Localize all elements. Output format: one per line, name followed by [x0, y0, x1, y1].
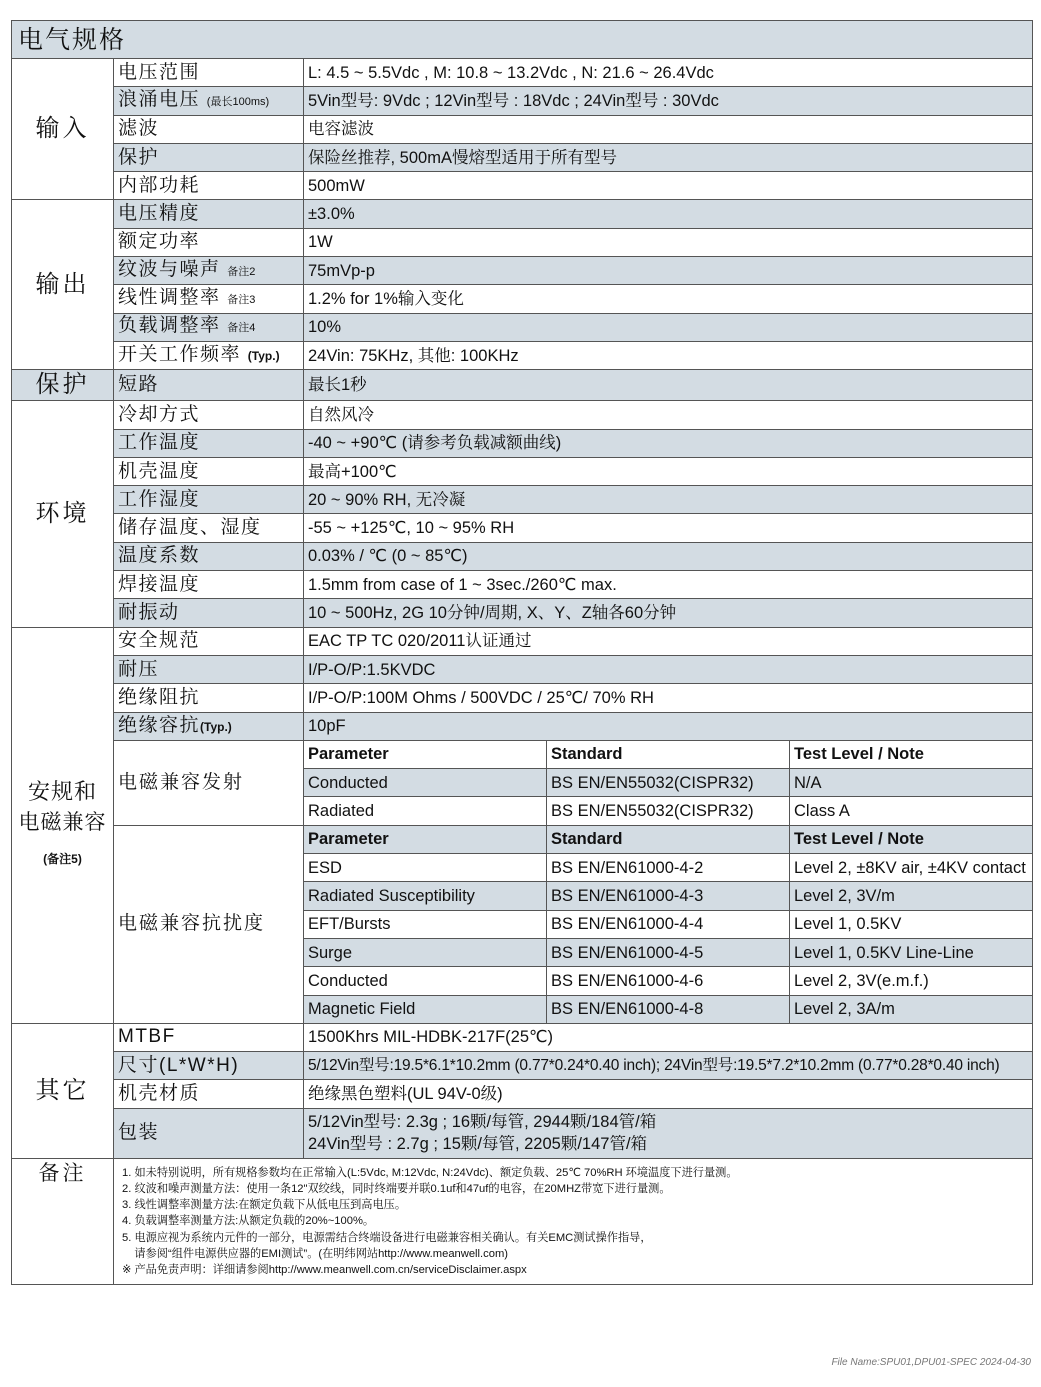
- row-label: 工作温度: [114, 429, 304, 457]
- ems-cell: Level 2, 3A/m: [790, 995, 1033, 1023]
- row-label: MTBF: [114, 1023, 304, 1051]
- row-value: 自然风冷: [304, 401, 1033, 429]
- row-label: 滤波: [114, 115, 304, 143]
- row-label: 开关工作频率 (Typ.): [114, 341, 304, 369]
- note-line: 5. 电源应视为系统内元件的一部分，电源需结合终端设备进行电磁兼容相关确认。有关EMC测试操作指导，: [122, 1231, 652, 1244]
- row-label: 安全规范: [114, 627, 304, 655]
- row-value: -40 ~ +90℃ (请参考负载减额曲线): [304, 429, 1033, 457]
- ems-header-parameter: Parameter: [304, 825, 547, 853]
- emi-cell: BS EN/EN55032(CISPR32): [547, 797, 790, 825]
- row-label: 短路: [114, 370, 304, 401]
- row-label: 机壳材质: [114, 1080, 304, 1108]
- row-value: 500mW: [304, 172, 1033, 200]
- row-value: 10 ~ 500Hz, 2G 10分钟/周期, X、Y、Z轴各60分钟: [304, 599, 1033, 627]
- ems-cell: BS EN/EN61000-4-6: [547, 967, 790, 995]
- emi-header-parameter: Parameter: [304, 740, 547, 768]
- row-value: 绝缘黑色塑料(UL 94V-0级): [304, 1080, 1033, 1108]
- group-safety-emc: [12, 627, 114, 1023]
- row-value: ±3.0%: [304, 200, 1033, 228]
- group-input: 输入: [12, 59, 114, 200]
- emi-cell: Radiated: [304, 797, 547, 825]
- row-value: EAC TP TC 020/2011认证通过: [304, 627, 1033, 655]
- ems-cell: BS EN/EN61000-4-2: [547, 854, 790, 882]
- section-title: 电气规格: [12, 21, 1033, 59]
- row-label: 线性调整率 备注3: [114, 285, 304, 313]
- ems-cell: Level 1, 0.5KV: [790, 910, 1033, 938]
- row-label: 电压精度: [114, 200, 304, 228]
- row-label: 尺寸(L*W*H): [114, 1052, 304, 1080]
- ems-cell: Level 1, 0.5KV Line-Line: [790, 938, 1033, 966]
- ems-cell: BS EN/EN61000-4-5: [547, 938, 790, 966]
- note-line: 请参阅“组件电源供应器的EMI测试”。(在明纬网站http://www.meanwell.com): [122, 1247, 509, 1260]
- ems-cell: EFT/Bursts: [304, 910, 547, 938]
- row-value: [304, 1108, 1033, 1158]
- row-value: 1500Khrs MIL-HDBK-217F(25℃): [304, 1023, 1033, 1051]
- group-output: 输出: [12, 200, 114, 370]
- note-line: 3. 线性调整率测量方法:在额定负载下从低电压到高电压。: [122, 1199, 407, 1212]
- row-label: 温度系数: [114, 542, 304, 570]
- row-label: 绝缘容抗(Typ.): [114, 712, 304, 740]
- row-value: 0.03% / ℃ (0 ~ 85℃): [304, 542, 1033, 570]
- row-value: 10pF: [304, 712, 1033, 740]
- row-label: 储存温度、湿度: [114, 514, 304, 542]
- note-line: 4. 负载调整率测量方法:从额定负载的20%~100%。: [122, 1215, 375, 1228]
- notes-body: [114, 1158, 1033, 1284]
- ems-cell: Radiated Susceptibility: [304, 882, 547, 910]
- note-line: ※ 产品免责声明：详细请参阅http://www.meanwell.com.cn/serviceDisclaimer.aspx: [122, 1263, 527, 1276]
- note-line: 2. 纹波和噪声测量方法：使用一条12"双绞线，同时终端要并联0.1uf和47uf的电容，在20MHZ带宽下进行量测。: [122, 1182, 671, 1195]
- emi-cell: Conducted: [304, 769, 547, 797]
- row-value: 10%: [304, 313, 1033, 341]
- ems-cell: ESD: [304, 854, 547, 882]
- note-line: 1. 如未特别说明，所有规格参数均在正常输入(L:5Vdc, M:12Vdc, N:24Vdc)、额定负载、25℃ 70%RH 环境温度下进行量测。: [122, 1166, 738, 1179]
- ems-cell: Magnetic Field: [304, 995, 547, 1023]
- row-value: -55 ~ +125℃, 10 ~ 95% RH: [304, 514, 1033, 542]
- ems-cell: Level 2, 3V/m: [790, 882, 1033, 910]
- row-value: 电容滤波: [304, 115, 1033, 143]
- row-value: 5Vin型号: 9Vdc ; 12Vin型号 : 18Vdc ; 24Vin型号 : 30Vdc: [304, 87, 1033, 115]
- row-label: 包装: [114, 1108, 304, 1158]
- packing-line-1: 5/12Vin型号: 2.3g ; 16颗/每管, 2944颗/184管/箱: [308, 1113, 657, 1132]
- row-value: 保险丝推荐, 500mA慢熔型适用于所有型号: [304, 143, 1033, 171]
- group-safety-line1: 安规和: [27, 778, 97, 804]
- row-value: I/P-O/P:1.5KVDC: [304, 655, 1033, 683]
- emi-header-standard: Standard: [547, 740, 790, 768]
- row-label: 工作湿度: [114, 486, 304, 514]
- ems-cell: Conducted: [304, 967, 547, 995]
- row-value: 最长1秒: [304, 370, 1033, 401]
- row-label: 冷却方式: [114, 401, 304, 429]
- row-label: 电压范围: [114, 59, 304, 87]
- group-others: 其它: [12, 1023, 114, 1158]
- ems-cell: BS EN/EN61000-4-4: [547, 910, 790, 938]
- group-safety-line2: 电磁兼容: [18, 810, 107, 834]
- row-label: 纹波与噪声 备注2: [114, 257, 304, 285]
- row-label: 内部功耗: [114, 172, 304, 200]
- ems-cell: BS EN/EN61000-4-3: [547, 882, 790, 910]
- row-value: I/P-O/P:100M Ohms / 500VDC / 25℃/ 70% RH: [304, 684, 1033, 712]
- spec-table: [11, 20, 1033, 1285]
- ems-header-level: Test Level / Note: [790, 825, 1033, 853]
- emi-header-level: Test Level / Note: [790, 740, 1033, 768]
- emi-cell: Class A: [790, 797, 1033, 825]
- packing-line-2: 24Vin型号 : 2.7g ; 15颗/每管, 2205颗/147管/箱: [308, 1135, 648, 1154]
- row-label: 机壳温度: [114, 457, 304, 485]
- row-label: 耐振动: [114, 599, 304, 627]
- footer-filename: File Name:SPU01,DPU01-SPEC 2024-04-30: [831, 1357, 1031, 1368]
- row-label: 负载调整率 备注4: [114, 313, 304, 341]
- group-environment: 环境: [12, 401, 114, 627]
- ems-cell: BS EN/EN61000-4-8: [547, 995, 790, 1023]
- row-value: 1W: [304, 228, 1033, 256]
- row-label: 焊接温度: [114, 571, 304, 599]
- row-label: 额定功率: [114, 228, 304, 256]
- row-value: L: 4.5 ~ 5.5Vdc , M: 10.8 ~ 13.2Vdc , N: 21.6 ~ 26.4Vdc: [304, 59, 1033, 87]
- row-label: 浪涌电压 (最长100ms): [114, 87, 304, 115]
- group-protection: 保护: [12, 370, 114, 401]
- ems-cell: Level 2, 3V(e.m.f.): [790, 967, 1033, 995]
- row-value: 5/12Vin型号:19.5*6.1*10.2mm (0.77*0.24*0.40 inch); 24Vin型号:19.5*7.2*10.2mm (0.77*0.28*0.40 inch): [304, 1052, 1033, 1080]
- row-label: 耐压: [114, 655, 304, 683]
- row-value: 1.5mm from case of 1 ~ 3sec./260℃ max.: [304, 571, 1033, 599]
- row-value: 最高+100℃: [304, 457, 1033, 485]
- emi-label: 电磁兼容发射: [114, 740, 304, 825]
- ems-cell: Surge: [304, 938, 547, 966]
- notes-label: 备注: [12, 1158, 114, 1284]
- row-value: 1.2% for 1%输入变化: [304, 285, 1033, 313]
- ems-cell: Level 2, ±8KV air, ±4KV contact: [790, 854, 1033, 882]
- ems-header-standard: Standard: [547, 825, 790, 853]
- row-label: 绝缘阻抗: [114, 684, 304, 712]
- emi-cell: N/A: [790, 769, 1033, 797]
- emi-cell: BS EN/EN55032(CISPR32): [547, 769, 790, 797]
- row-value: 75mVp-p: [304, 257, 1033, 285]
- group-safety-note: (备注5): [43, 851, 82, 866]
- row-value: 24Vin: 75KHz, 其他: 100KHz: [304, 341, 1033, 369]
- row-value: 20 ~ 90% RH, 无冷凝: [304, 486, 1033, 514]
- ems-label: 电磁兼容抗扰度: [114, 825, 304, 1023]
- row-label: 保护: [114, 143, 304, 171]
